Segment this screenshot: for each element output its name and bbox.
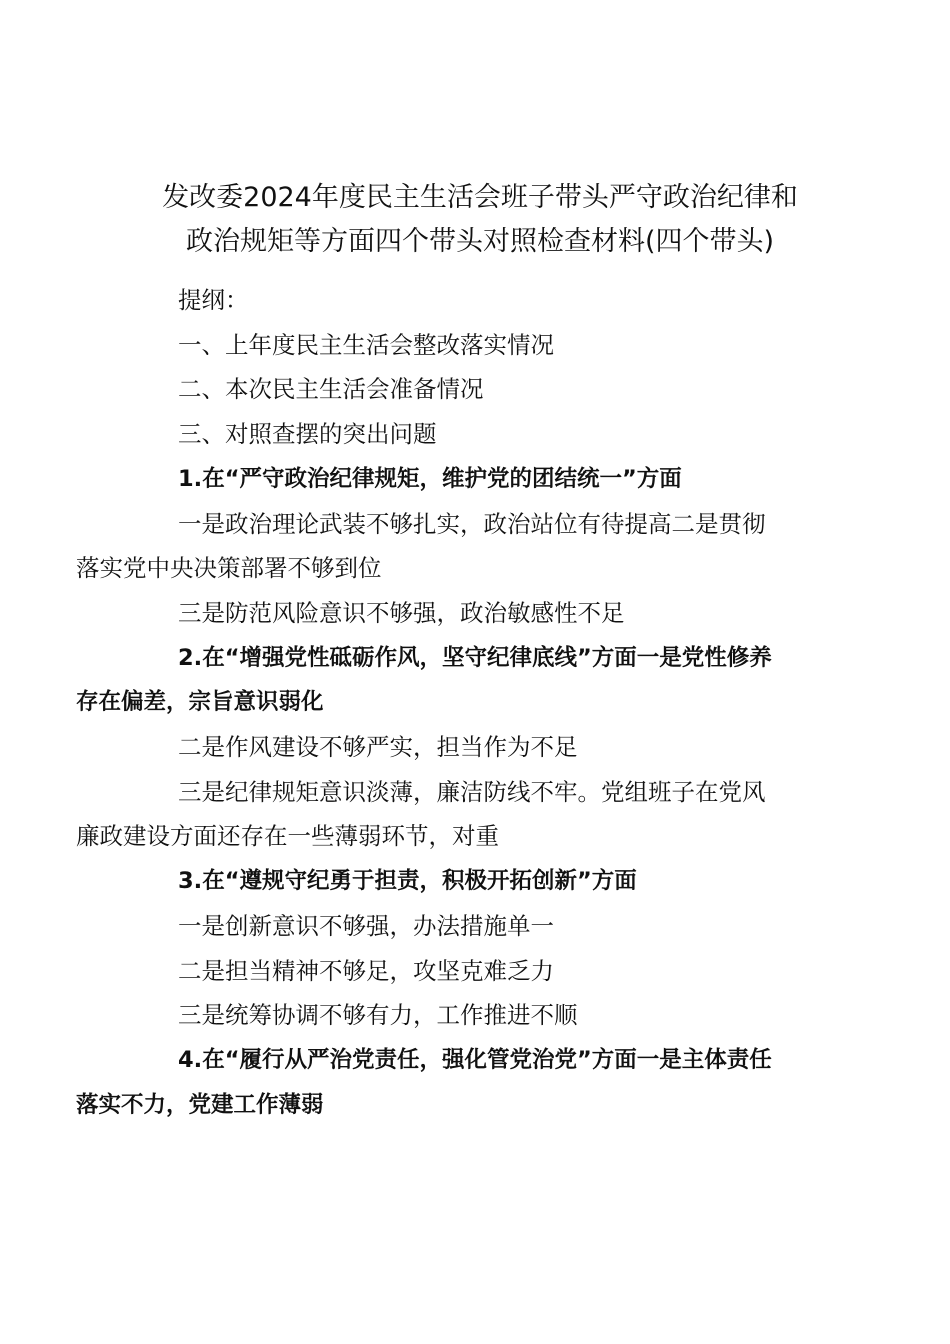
text-line: 落实党中央决策部署不够到位	[76, 554, 382, 583]
title-line-1: 发改委2024年度民主生活会班子带头严守政治纪律和	[162, 182, 798, 213]
text-line: 一、上年度民主生活会整改落实情况	[178, 330, 554, 359]
section-heading	[76, 1038, 832, 1127]
text-line: 2.在“增强党性砥砺作风，坚守纪律底线”方面一是党性修养	[178, 644, 772, 671]
section-heading	[76, 636, 832, 725]
text-line: 1.在“严守政治纪律规矩，维护党的团结统一”方面	[178, 465, 682, 492]
text-line: 提纲：	[178, 286, 249, 314]
paragraph	[76, 770, 832, 859]
title-line-2: 政治规矩等方面四个带头对照检查材料(四个带头)	[185, 226, 775, 257]
text-line: 3.在“遵规守纪勇于担责，积极开拓创新”方面	[178, 868, 637, 895]
text-line: 二、本次民主生活会准备情况	[178, 375, 484, 404]
paragraph	[127, 993, 832, 1038]
text-line: 一是政治理论武装不够扎实，政治站位有待提高二是贯彻	[178, 509, 766, 538]
text-line: 二是作风建设不够严实，担当作为不足	[178, 733, 578, 762]
section-heading	[127, 859, 832, 904]
text-line: 三是统筹协调不够有力，工作推进不顺	[178, 1001, 578, 1030]
paragraph	[76, 502, 832, 591]
text-line: 存在偏差，宗旨意识弱化	[76, 689, 324, 716]
text-line: 一是创新意识不够强，办法措施单一	[178, 911, 554, 940]
paragraph	[127, 904, 832, 949]
text-line: 廉政建设方面还存在一些薄弱环节，对重	[76, 822, 499, 851]
paragraph	[127, 323, 832, 368]
paragraph	[127, 412, 832, 457]
document-body	[76, 278, 832, 1127]
paragraph	[127, 591, 832, 636]
text-line: 落实不力，党建工作薄弱	[76, 1091, 324, 1118]
paragraph	[127, 949, 832, 994]
document-title	[110, 176, 850, 264]
paragraph	[127, 367, 832, 412]
text-line: 三是防范风险意识不够强，政治敏感性不足	[178, 598, 625, 627]
paragraph	[127, 278, 832, 323]
section-heading	[127, 457, 832, 502]
paragraph	[127, 725, 832, 770]
text-line: 三、对照查摆的突出问题	[178, 420, 437, 449]
text-line: 二是担当精神不够足，攻坚克难乏力	[178, 956, 554, 985]
text-line: 三是纪律规矩意识淡薄，廉洁防线不牢。党组班子在党风	[178, 777, 766, 806]
text-line: 4.在“履行从严治党责任，强化管党治党”方面一是主体责任	[178, 1046, 772, 1073]
